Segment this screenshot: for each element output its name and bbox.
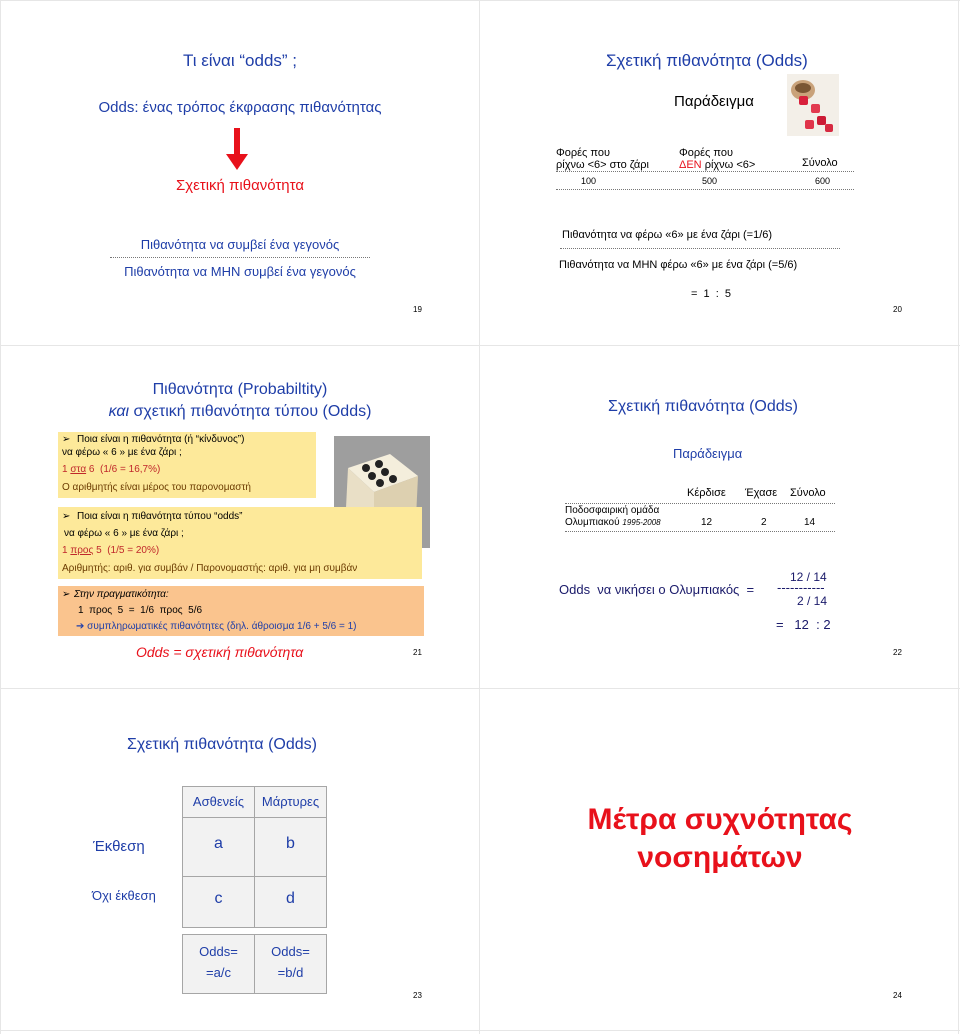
arrow-right-icon: ➔ xyxy=(76,621,85,632)
team-years: 1995-2008 xyxy=(622,518,661,527)
header-cases: Ασθενείς xyxy=(192,794,245,809)
value-b: b xyxy=(286,835,295,852)
prob-not-six-text: Πιθανότητα να ΜΗΝ φέρω «6» με ένα ζάρι (=5/6) xyxy=(559,259,798,271)
column-header-six xyxy=(556,147,649,171)
arrow-bullet-icon: ➢ xyxy=(62,511,71,522)
value-not-six: 500 xyxy=(702,176,718,186)
column-header-not-six xyxy=(679,147,755,171)
event-probability-text: Πιθανότητα να συμβεί ένα γεγονός xyxy=(140,237,340,252)
answer-probability xyxy=(62,464,160,475)
table-rule xyxy=(565,503,835,504)
slide-subtitle: Odds: ένας τρόπος έκφρασης πιθανότητας xyxy=(98,99,382,116)
prob-six-text: Πιθανότητα να φέρω «6» με ένα ζάρι (=1/6) xyxy=(562,229,773,241)
title-emphasis: και xyxy=(108,403,130,420)
value-six: 100 xyxy=(581,176,597,186)
page-number: 19 xyxy=(413,305,422,314)
question-probability: Ποια είναι η πιθανότητα (ή “κίνδυνος”) xyxy=(77,434,245,445)
value-c: c xyxy=(214,890,223,907)
header-line: Φορές που xyxy=(679,147,733,159)
slide-title: Τι είναι “odds” ; xyxy=(182,51,298,70)
value-lost: 2 xyxy=(761,517,767,528)
answer-value: 6 (1/6 = 16,7%) xyxy=(86,464,161,475)
odds-denominator: 2 / 14 xyxy=(797,594,828,608)
arrow-bullet-icon: ➢ xyxy=(62,589,71,600)
table-rule xyxy=(556,171,854,172)
value-a: a xyxy=(214,835,223,852)
answer-word: στα xyxy=(70,464,87,475)
value-total: 600 xyxy=(815,176,831,186)
example-label: Παράδειγμα xyxy=(673,446,743,461)
value-won: 12 xyxy=(701,517,713,528)
slide-title: Σχετική πιθανότητα (Odds) xyxy=(608,398,798,415)
column-header-total: Σύνολο xyxy=(802,157,838,169)
fraction-bar: ----------- xyxy=(777,580,825,595)
odds-cases-cell xyxy=(182,934,255,994)
table-rule xyxy=(556,189,854,190)
slide-title: Σχετική πιθανότητα (Odds) xyxy=(127,736,317,753)
header-line: ρίχνω <6> xyxy=(701,159,756,171)
answer-word: προς xyxy=(70,545,94,556)
non-event-probability-text: Πιθανότητα να ΜΗΝ συμβεί ένα γεγονός xyxy=(124,264,356,279)
header-line: Φορές που xyxy=(556,147,610,159)
ratio-result: = 1 : 5 xyxy=(691,288,732,300)
header-negation: ΔΕΝ xyxy=(679,159,702,171)
complementary-text: συμπληρωματικές πιθανότητες (δηλ. άθροισμα 1/6 + 5/6 = 1) xyxy=(87,621,357,632)
page-number: 23 xyxy=(413,991,422,1000)
grid-line xyxy=(958,0,959,1034)
answer-odds xyxy=(62,545,159,556)
odds-result: = 12 : 2 xyxy=(776,617,831,632)
section-title xyxy=(480,801,960,877)
example-label: Παράδειγμα xyxy=(674,93,754,110)
row-unexposed: Όχι έκθεση xyxy=(92,888,156,903)
odds-numerator: 12 / 14 xyxy=(790,570,827,584)
grid-line xyxy=(479,0,480,1034)
odds-cases-formula: =a/c xyxy=(206,965,231,980)
slide-title: Σχετική πιθανότητα (Odds) xyxy=(606,51,808,70)
question-odds-line2: να φέρω « 6 » με ένα ζάρι ; xyxy=(64,528,184,539)
section-title-line2: νοσημάτων xyxy=(637,841,803,874)
reality-equation: 1 προς 5 = 1/6 προς 5/6 xyxy=(78,605,203,616)
page-number: 22 xyxy=(893,648,902,657)
title-text: σχετική πιθανότητα τύπου (Odds) xyxy=(129,403,372,420)
odds-controls-cell xyxy=(254,934,327,994)
header-lost: Έχασε xyxy=(745,487,778,499)
header-controls: Μάρτυρες xyxy=(261,794,320,809)
value-total: 14 xyxy=(804,517,816,528)
note-numerator: Ο αριθμητής είναι μέρος του παρονομαστή xyxy=(62,482,251,493)
page-number: 21 xyxy=(413,648,422,657)
reality-title: Στην πραγματικότητα: xyxy=(74,589,169,600)
fraction-line xyxy=(110,257,370,258)
team-name-text: Ολυμπιακού xyxy=(565,517,620,528)
value-d: d xyxy=(286,890,295,907)
header-won: Κέρδισε xyxy=(687,487,726,499)
row-exposed: Έκθεση xyxy=(93,838,145,855)
grid-line xyxy=(0,0,960,1)
grid-line xyxy=(0,1030,960,1031)
answer-num: 1 xyxy=(62,545,68,556)
note-odds: Αριθμητής: αριθ. για συμβάν / Παρονομαστής: αριθ. για μη συμβάν xyxy=(62,563,358,574)
fraction-line xyxy=(560,248,840,249)
header-line: ρίχνω <6> στο ζάρι xyxy=(556,159,649,171)
page-number: 24 xyxy=(893,991,902,1000)
answer-value: 5 (1/5 = 20%) xyxy=(93,545,160,556)
complementary-note xyxy=(76,621,357,632)
slide-title: Πιθανότητα (Probabiltity) xyxy=(152,381,328,398)
grid-line xyxy=(0,0,1,1034)
dice-cup-image xyxy=(787,74,839,136)
team-label: Ποδοσφαιρική ομάδα xyxy=(565,505,660,516)
header-total: Σύνολο xyxy=(790,487,826,499)
arrow-down-icon xyxy=(224,128,250,172)
odds-controls-formula: =b/d xyxy=(277,965,304,980)
grid-line xyxy=(0,688,960,689)
relative-probability-label: Σχετική πιθανότητα xyxy=(175,177,305,194)
answer-num: 1 xyxy=(62,464,68,475)
question-odds: Ποια είναι η πιθανότητα τύπου “odds” xyxy=(77,511,243,522)
table-rule xyxy=(565,531,835,532)
odds-cases-label: Odds= xyxy=(199,944,238,959)
odds-statement: Odds να νικήσει ο Ολυμπιακός = xyxy=(559,582,755,597)
section-title-line1: Μέτρα συχνότητας xyxy=(587,803,853,836)
odds-equals-label: Odds = σχετική πιθανότητα xyxy=(136,644,304,660)
slide-subtitle xyxy=(0,403,480,421)
odds-controls-label: Odds= xyxy=(271,944,310,959)
arrow-bullet-icon: ➢ xyxy=(62,434,71,445)
page-number: 20 xyxy=(893,305,902,314)
question-probability-line2: να φέρω « 6 » με ένα ζάρι ; xyxy=(62,447,182,458)
team-name xyxy=(565,517,661,528)
grid-line xyxy=(0,345,960,346)
